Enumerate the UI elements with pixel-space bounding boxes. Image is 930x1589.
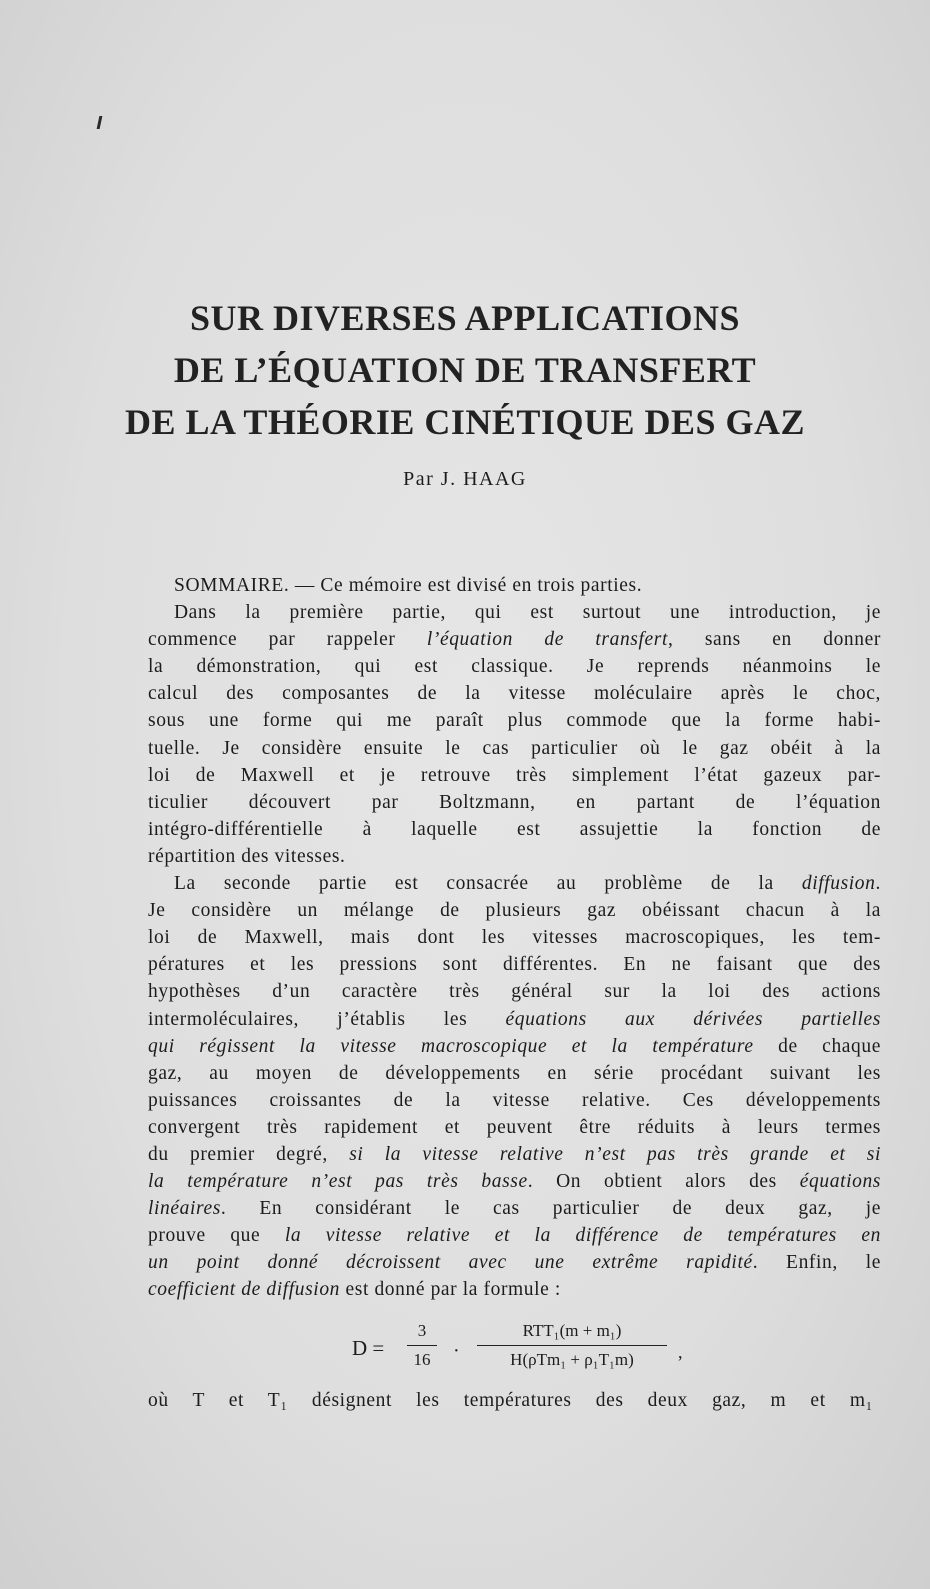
italic-text: l’équation de transfert: [426, 629, 668, 651]
italic-text: coefficient de diffusion: [148, 1279, 341, 1301]
summary-line: [148, 1195, 881, 1222]
summary-line: [148, 924, 881, 951]
text-segment: prouve que: [148, 1225, 285, 1247]
text-segment: de chaque: [753, 1035, 882, 1057]
text-segment: loi de Maxwell, mais dont les vitesses macroscopiques, les tem-: [148, 927, 881, 949]
formula-lhs: D =: [352, 1336, 385, 1360]
text-segment: La seconde partie est consacrée au problème de la: [174, 873, 802, 895]
summary-line: [148, 572, 881, 599]
text-segment: pératures et les pressions sont différentes. En ne faisant que des: [148, 954, 881, 976]
summary-line: [148, 897, 881, 924]
summary-line: [148, 735, 881, 762]
text-segment: loi de Maxwell et je retrouve très simplement l’état gazeux par-: [148, 764, 881, 786]
fraction-bar: [477, 1345, 667, 1346]
summary-text: [148, 572, 881, 1304]
text-segment: SOMMAIRE. — Ce mémoire est divisé en trois parties.: [174, 575, 643, 596]
italic-text: linéaires: [148, 1198, 221, 1220]
coef-denominator: 16: [413, 1350, 431, 1369]
text-segment: . En considérant le cas particulier de deux gaz, je: [220, 1198, 881, 1220]
text-segment: . On obtient alors des: [527, 1171, 800, 1193]
formula-fraction: [477, 1320, 667, 1371]
italic-text: qui régissent la vitesse macroscopique et la température: [148, 1035, 754, 1057]
summary-line: [148, 816, 881, 843]
summary-line: [148, 789, 881, 816]
diffusion-formula: [352, 1320, 692, 1390]
summary-line: [148, 1006, 881, 1033]
title-line: DE LA THÉORIE CINÉTIQUE DES GAZ: [124, 402, 806, 442]
summary-line: [148, 626, 881, 653]
summary-line: [148, 599, 881, 626]
summary-line: [148, 1249, 881, 1276]
text-segment: puissances croissantes de la vitesse relative. Ces développements: [148, 1089, 881, 1111]
summary-line: [148, 1060, 881, 1087]
summary-line: [148, 1168, 881, 1195]
text-segment: hypothèses d’un caractère très général sur la loi des actions: [148, 981, 881, 1003]
text-segment: Dans la première partie, qui est surtout une introduction, je: [174, 602, 881, 624]
text-segment: . Enfin, le: [752, 1252, 881, 1274]
margin-mark: [97, 116, 103, 129]
text-segment: intégro-différentielle à laquelle est assujettie la fonction de: [148, 818, 881, 840]
summary-line: [148, 843, 881, 870]
coef-numerator: 3: [417, 1321, 427, 1340]
text-segment: tuelle. Je considère ensuite le cas particulier où le gaz obéit à la: [148, 737, 881, 759]
text-segment: sous une forme qui me paraît plus commode que la forme habi-: [148, 710, 881, 732]
title-line: SUR DIVERSES APPLICATIONS: [190, 298, 740, 338]
author-byline: Par J. HAAG: [403, 468, 527, 490]
summary-line: [148, 1087, 881, 1114]
summary-line: [148, 1033, 881, 1060]
text-segment: répartition des vitesses.: [148, 845, 346, 867]
summary-line: [148, 680, 881, 707]
text-segment: est donné par la formule :: [340, 1279, 561, 1301]
summary-line: [148, 653, 881, 680]
closing-line: où T et T₁ désignent les températures des deux gaz, m et m₁: [148, 1390, 873, 1411]
text-segment: ticulier découvert par Boltzmann, en partant de l’équation: [148, 791, 881, 813]
text-segment: gaz, au moyen de développements en série procédant suivant les: [148, 1062, 881, 1084]
italic-text: équations aux dérivées partielles: [505, 1008, 881, 1030]
summary-line: [148, 1222, 881, 1249]
formula-comma: ,: [678, 1342, 683, 1362]
italic-text: équations: [799, 1171, 881, 1193]
text-segment: , sans en donner: [667, 629, 881, 651]
summary-line: [148, 870, 881, 897]
text-segment: convergent très rapidement et peuvent être réduits à leurs termes: [148, 1116, 881, 1138]
article-title: [0, 292, 930, 448]
italic-text: diffusion: [801, 873, 876, 895]
summary-line: [148, 951, 881, 978]
fraction-bar: [407, 1345, 437, 1346]
text-segment: .: [875, 873, 881, 895]
italic-text: la température n’est pas très basse: [148, 1171, 528, 1193]
title-line: DE L’ÉQUATION DE TRANSFERT: [173, 350, 757, 390]
formula-numerator: RTT₁(m + m₁): [522, 1321, 622, 1340]
text-segment: commence par rappeler: [148, 629, 427, 651]
formula-dot: ·: [453, 1340, 460, 1362]
summary-line: [148, 762, 881, 789]
summary-line: [148, 1276, 881, 1303]
text-segment: la démonstration, qui est classique. Je reprends néanmoins le: [148, 656, 881, 678]
text-segment: du premier degré,: [148, 1143, 350, 1165]
text-segment: Je considère un mélange de plusieurs gaz obéissant chacun à la: [148, 900, 881, 922]
italic-text: si la vitesse relative n’est pas très grande et si: [349, 1143, 881, 1165]
summary-line: [148, 978, 881, 1005]
italic-text: un point donné décroissent avec une extrême rapidité: [148, 1252, 753, 1274]
formula-denominator: H(ρTm₁ + ρ₁T₁m): [510, 1350, 634, 1369]
summary-line: [148, 1141, 881, 1168]
summary-line: [148, 1114, 881, 1141]
text-segment: calcul des composantes de la vitesse moléculaire après le choc,: [148, 683, 881, 705]
text-segment: intermoléculaires, j’établis les: [148, 1008, 506, 1030]
italic-text: la vitesse relative et la différence de températures en: [284, 1225, 881, 1247]
summary-line: [148, 707, 881, 734]
formula-coefficient: [407, 1320, 437, 1371]
